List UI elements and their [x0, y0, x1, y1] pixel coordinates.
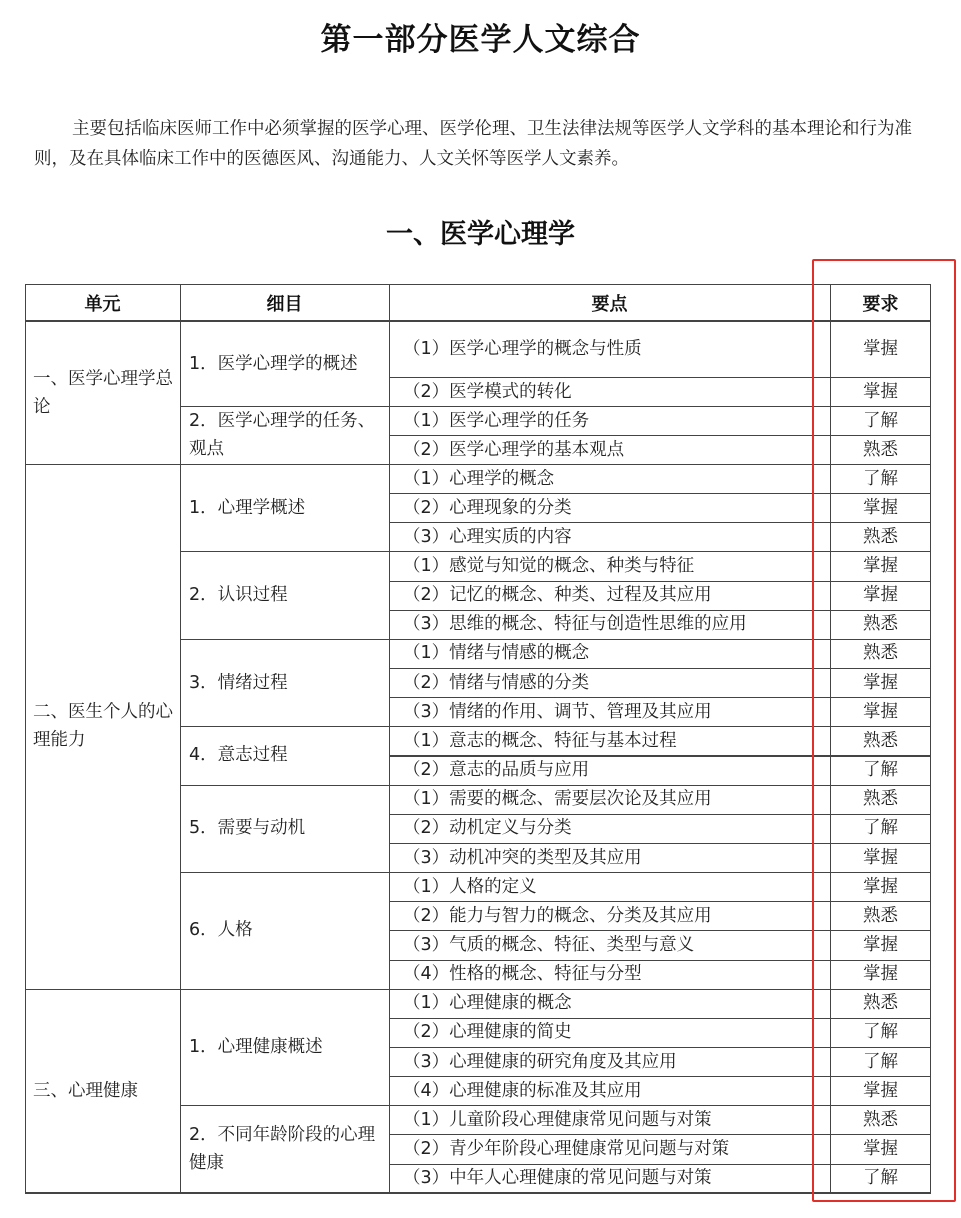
requirement-value: 熟悉 [863, 526, 898, 547]
requirement-value: 熟悉 [863, 439, 898, 460]
detail-label: 2．医学心理学的任务、观点 [189, 411, 376, 459]
requirement-value: 熟悉 [863, 643, 898, 664]
requirement-value: 了解 [863, 760, 898, 781]
requirement-value: 熟悉 [863, 730, 898, 751]
point-text: （1）医学心理学的概念与性质 [403, 339, 642, 359]
point-text: （2）青少年阶段心理健康常见问题与对策 [403, 1139, 730, 1159]
point-text: （1）需要的概念、需要层次论及其应用 [403, 789, 712, 810]
header-unit: 单元 [84, 293, 121, 315]
point-text: （2）记忆的概念、种类、过程及其应用 [403, 585, 712, 606]
requirement-value: 了解 [863, 410, 898, 431]
header-row-border [25, 284, 931, 321]
point-text: （2）心理现象的分类 [403, 497, 572, 518]
detail-label: 4．意志过程 [189, 745, 288, 766]
header-point: 要点 [591, 293, 628, 315]
section-title: 一、医学心理学 [386, 219, 575, 250]
point-text: （3）心理健康的研究角度及其应用 [403, 1051, 677, 1072]
point-text: （3）心理实质的内容 [403, 526, 572, 547]
requirement-value: 掌握 [863, 339, 898, 359]
point-text: （3）中年人心理健康的常见问题与对策 [403, 1168, 712, 1189]
detail-label: 6．人格 [189, 920, 253, 941]
point-text: （2）医学模式的转化 [403, 381, 572, 402]
requirement-value: 掌握 [863, 876, 898, 897]
requirement-value: 熟悉 [863, 1109, 898, 1130]
point-text: （4）性格的概念、特征与分型 [403, 964, 642, 985]
document-title: 第一部分医学人文综合 [320, 22, 641, 58]
requirement-value: 了解 [863, 818, 898, 839]
detail-label: 1．医学心理学的概述 [189, 353, 358, 374]
requirement-value: 掌握 [863, 585, 898, 606]
point-text: （2）情绪与情感的分类 [403, 672, 590, 693]
point-text: （1）心理健康的概念 [403, 993, 572, 1014]
detail-label: 2．认识过程 [189, 585, 288, 606]
detail-label: 3．情绪过程 [189, 672, 288, 693]
detail-label: 1．心理健康概述 [189, 1036, 323, 1057]
point-text: （3）思维的概念、特征与创造性思维的应用 [403, 614, 747, 635]
unit-label: 二、医生个人的心理能力 [33, 702, 173, 751]
point-text: （4）心理健康的标准及其应用 [403, 1080, 642, 1101]
requirement-value: 了解 [863, 468, 898, 489]
point-text: （1）意志的概念、特征与基本过程 [403, 730, 677, 751]
requirement-value: 掌握 [863, 497, 898, 518]
point-text: （1）儿童阶段心理健康常见问题与对策 [403, 1109, 712, 1130]
requirement-value: 熟悉 [863, 789, 898, 810]
unit-label: 一、医学心理学总论 [33, 368, 173, 417]
requirement-value: 了解 [863, 1168, 898, 1189]
point-text: （3）动机冲突的类型及其应用 [403, 847, 642, 868]
point-text: （1）感觉与知觉的概念、种类与特征 [403, 556, 695, 576]
requirement-value: 熟悉 [863, 905, 898, 926]
requirement-value: 熟悉 [863, 614, 898, 635]
header-requirement: 要求 [862, 293, 899, 315]
point-text: （2）意志的品质与应用 [403, 760, 590, 781]
point-text: （1）情绪与情感的概念 [403, 643, 590, 664]
requirement-value: 掌握 [863, 847, 898, 868]
point-text: （2）医学心理学的基本观点 [403, 439, 625, 460]
requirement-value: 掌握 [863, 934, 898, 955]
point-text: （1）心理学的概念 [403, 468, 555, 489]
requirement-value: 掌握 [863, 1080, 898, 1101]
requirement-value: 掌握 [863, 964, 898, 985]
point-text: （1）医学心理学的任务 [403, 410, 590, 431]
requirement-value: 了解 [863, 1022, 898, 1043]
detail-label: 5．需要与动机 [189, 818, 306, 839]
requirement-value: 了解 [863, 1051, 898, 1072]
point-text: （2）能力与智力的概念、分类及其应用 [403, 905, 712, 926]
requirement-value: 掌握 [863, 672, 898, 693]
point-text: （3）气质的概念、特征、类型与意义 [403, 934, 695, 955]
header-detail: 细目 [266, 293, 303, 315]
point-text: （2）心理健康的简史 [403, 1022, 572, 1043]
unit-label: 三、心理健康 [33, 1080, 138, 1101]
intro-paragraph: 主要包括临床医师工作中必须掌握的医学心理、医学伦理、卫生法律法规等医学人文学科的基本理论和行为准则，及在具体临床工作中的医德医风、沟通能力、人文关怀等医学人文素养。 [34, 119, 912, 169]
requirement-value: 掌握 [863, 381, 898, 402]
point-text: （1）人格的定义 [403, 876, 537, 897]
requirement-value: 掌握 [863, 556, 898, 576]
requirement-value: 熟悉 [863, 993, 898, 1014]
point-text: （2）动机定义与分类 [403, 818, 572, 839]
requirement-value: 掌握 [863, 1139, 898, 1159]
detail-label: 1．心理学概述 [189, 497, 306, 518]
requirement-value: 掌握 [863, 701, 898, 722]
point-text: （3）情绪的作用、调节、管理及其应用 [403, 701, 712, 722]
detail-label: 2．不同年龄阶段的心理健康 [189, 1125, 376, 1174]
